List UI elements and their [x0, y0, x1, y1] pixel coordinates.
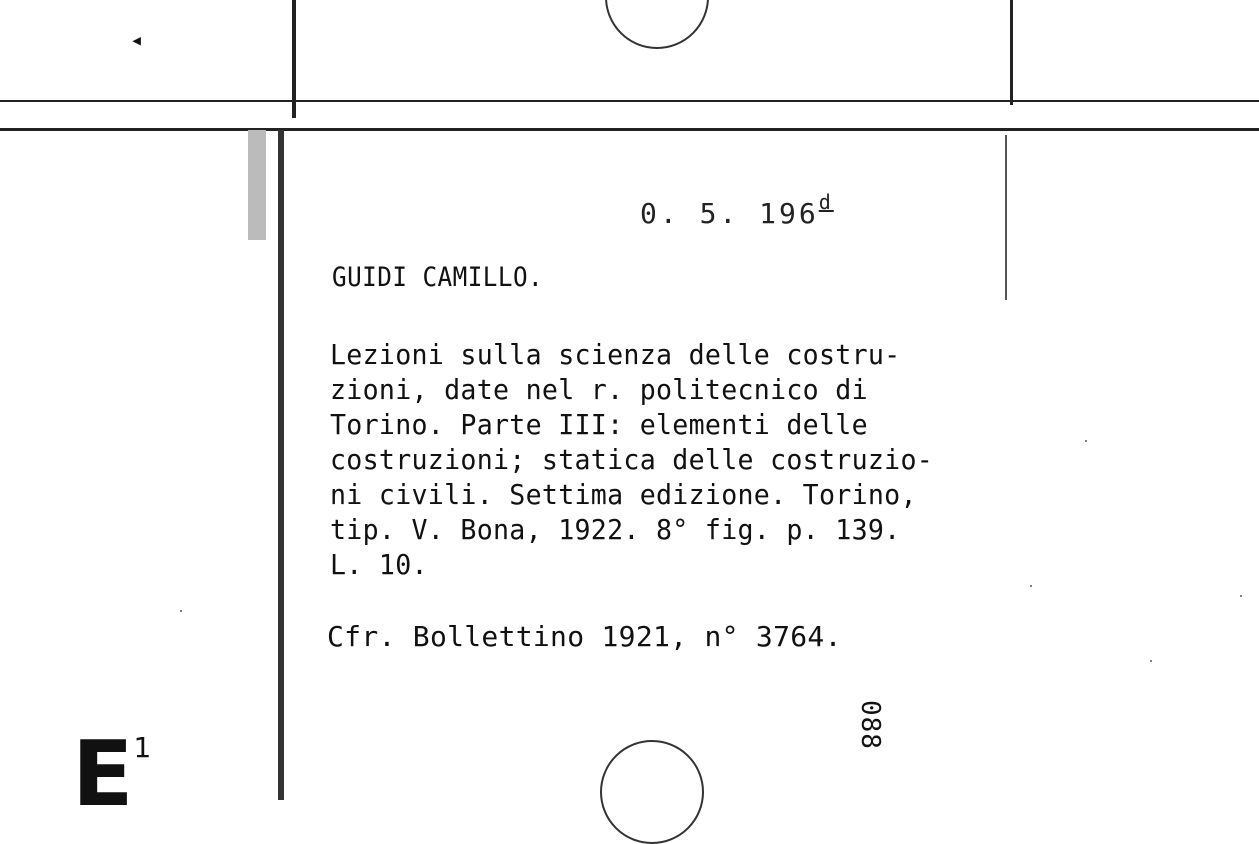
- arrow-mark: ◂: [130, 28, 144, 53]
- binding-shadow: [248, 130, 266, 240]
- punch-hole-top: [605, 0, 709, 49]
- corner-letter-mark: [72, 722, 152, 827]
- corner-letter: E: [72, 722, 134, 827]
- date-stamp: [640, 190, 834, 230]
- scan-speck: [1030, 585, 1032, 587]
- bibliographic-description: Lezioni sulla scienza delle costru- zioni, date nel r. politecnico di Torino. Parte III: elementi delle costruzioni; statica delle costruzio- ni civili. Settima edizione. Torino, tip. V. Bona, 1922. 8° fig. p. 139. L. 10.: [330, 338, 934, 581]
- punch-hole-bottom: [600, 740, 704, 844]
- shelf-number: 088: [855, 700, 885, 750]
- corner-superscript: 1: [133, 731, 152, 764]
- right-card-edge: [1005, 135, 1007, 300]
- scan-speck: [1150, 660, 1152, 662]
- scan-speck: [180, 610, 182, 612]
- right-card-edge-top: [1010, 0, 1013, 105]
- top-card-edge: [0, 100, 1259, 102]
- author-heading: GUIDI CAMILLO.: [332, 262, 544, 293]
- date-stamp-suffix: d: [818, 190, 834, 214]
- scan-speck: [1085, 440, 1087, 442]
- cross-reference: Cfr. Bollettino 1921, n° 3764.: [327, 620, 842, 653]
- card-divider-line: [0, 128, 1259, 131]
- left-binding-edge-lower: [278, 130, 284, 800]
- date-stamp-text: 0. 5. 196: [640, 197, 819, 230]
- left-binding-edge: [292, 0, 296, 118]
- scan-speck: [1240, 595, 1242, 597]
